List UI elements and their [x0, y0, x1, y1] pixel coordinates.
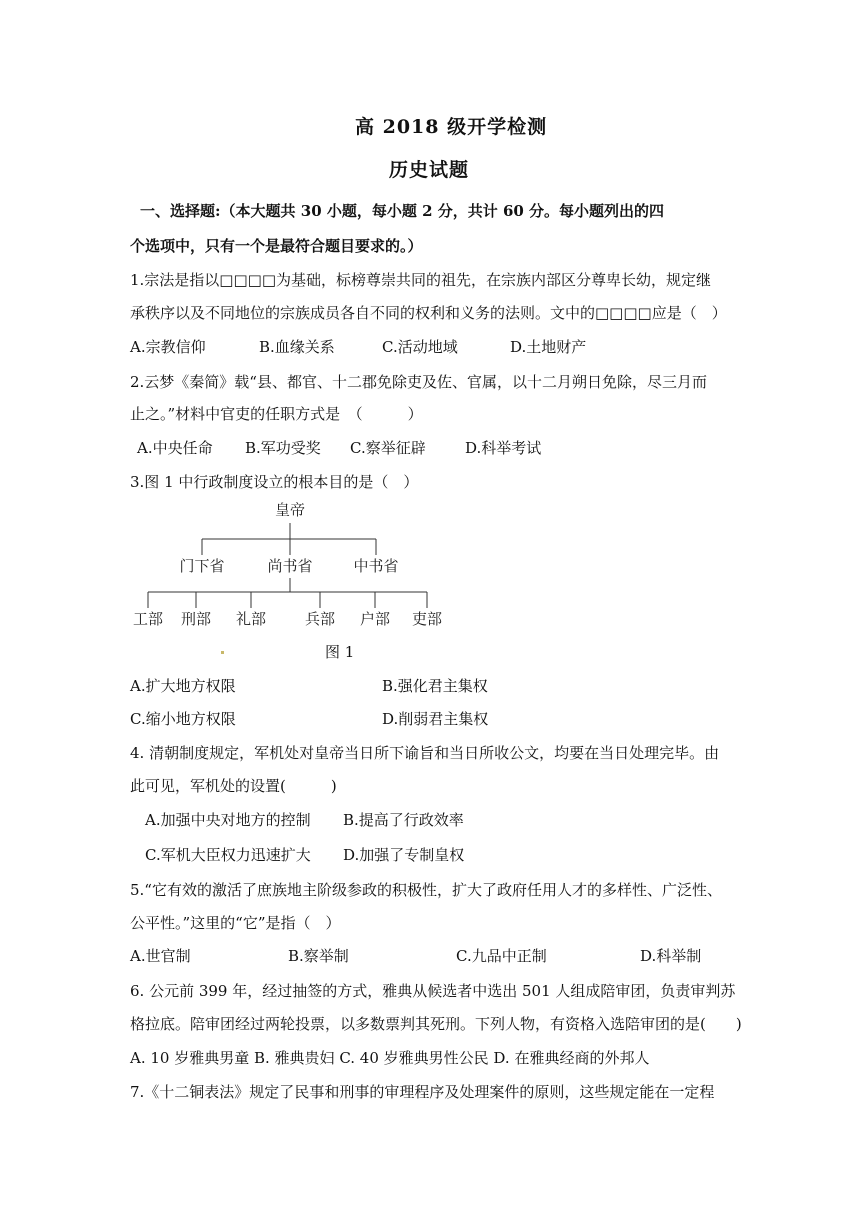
q7-line1: 7.《十二铜表法》规定了民事和刑事的审理程序及处理案件的原则，这些规定能在一定程 [130, 1083, 715, 1101]
q5-option-c: C.九品中正制 [456, 947, 547, 965]
org-node-zhongshu: 中书省 [353, 557, 399, 575]
q4-option-b: B.提高了行政效率 [343, 811, 464, 829]
org-node-xingbu: 刑部 [180, 610, 212, 628]
q1-line2: 承秩序以及不同地位的宗族成员各自不同的权利和义务的法则。文中的□□□□应是（ ） [130, 304, 727, 322]
page-title: 高 2018 级开学检测 [355, 116, 548, 138]
org-node-libu-rites: 礼部 [235, 610, 267, 628]
q4-line1: 4. 清朝制度规定，军机处对皇帝当日所下谕旨和当日所收公文，均要在当日处理完毕。由 [130, 744, 720, 762]
section-heading-line1: 一、选择题:（本大题共 30 小题，每小题 2 分，共计 60 分。每小题列出的四 [140, 202, 665, 220]
q5-line1: 5.“它有效的激活了庶族地主阶级参政的积极性，扩大了政府任用人才的多样性、广泛性、 [130, 881, 722, 899]
org-node-libu-personnel: 吏部 [411, 610, 443, 628]
q2-line2: 止之。”材料中官吏的任职方式是 （ ） [130, 405, 423, 423]
org-node-menxia: 门下省 [179, 557, 225, 575]
org-node-gongbu: 工部 [132, 610, 164, 628]
q1-option-a: A.宗教信仰 [130, 338, 206, 356]
q1-option-d: D.土地财产 [510, 338, 587, 356]
q2-option-c: C.察举征辟 [350, 439, 426, 457]
q5-option-b: B.察举制 [288, 947, 349, 965]
org-chart-figure [130, 495, 450, 635]
q1-line1: 1.宗法是指以□□□□为基础，标榜尊崇共同的祖先，在宗族内部区分尊卑长幼，规定继 [130, 271, 712, 289]
q4-line2: 此可见，军机处的设置( ) [130, 777, 337, 795]
q3-option-d: D.削弱君主集权 [382, 710, 489, 728]
q5-option-d: D.科举制 [640, 947, 702, 965]
section-heading-line2: 个选项中，只有一个是最符合题目要求的。） [130, 237, 423, 255]
q1-option-b: B.血缘关系 [259, 338, 335, 356]
q5-line2: 公平性。”这里的“它”是指（ ） [130, 914, 341, 932]
page-subtitle: 历史试题 [389, 159, 470, 181]
q2-option-b: B.军功受奖 [245, 439, 321, 457]
q3-line1: 3.图 1 中行政制度设立的根本目的是（ ） [130, 473, 419, 491]
org-node-hubu: 户部 [359, 610, 391, 628]
q3-option-c: C.缩小地方权限 [130, 710, 236, 728]
q6-line1: 6. 公元前 399 年，经过抽签的方式，雅典从候选者中选出 501 人组成陪审团，负责审判苏 [130, 982, 736, 1000]
scan-speck [221, 651, 224, 654]
figure-caption: 图 1 [325, 643, 355, 661]
q1-option-c: C.活动地域 [382, 338, 458, 356]
q3-option-a: A.扩大地方权限 [130, 677, 236, 695]
org-node-bingbu: 兵部 [304, 610, 336, 628]
org-node-emperor: 皇帝 [274, 501, 306, 519]
org-node-shangshu: 尚书省 [267, 557, 313, 575]
q4-option-d: D.加强了专制皇权 [343, 846, 465, 864]
q2-line1: 2.云梦《秦简》载“县、都官、十二郡免除吏及佐、官属，以十二月朔日免除，尽三月而 [130, 373, 707, 391]
q2-option-a: A.中央任命 [137, 439, 213, 457]
q4-option-c: C.军机大臣权力迅速扩大 [145, 846, 311, 864]
q4-option-a: A.加强中央对地方的控制 [145, 811, 311, 829]
q5-option-a: A.世官制 [130, 947, 191, 965]
q3-option-b: B.强化君主集权 [382, 677, 488, 695]
q2-option-d: D.科举考试 [465, 439, 542, 457]
q6-line2: 格拉底。陪审团经过两轮投票，以多数票判其死刑。下列人物，有资格入选陪审团的是( ) [130, 1015, 742, 1033]
q6-options: A. 10 岁雅典男童 B. 雅典贵妇 C. 40 岁雅典男性公民 D. 在雅典经商的外邦人 [130, 1049, 650, 1067]
